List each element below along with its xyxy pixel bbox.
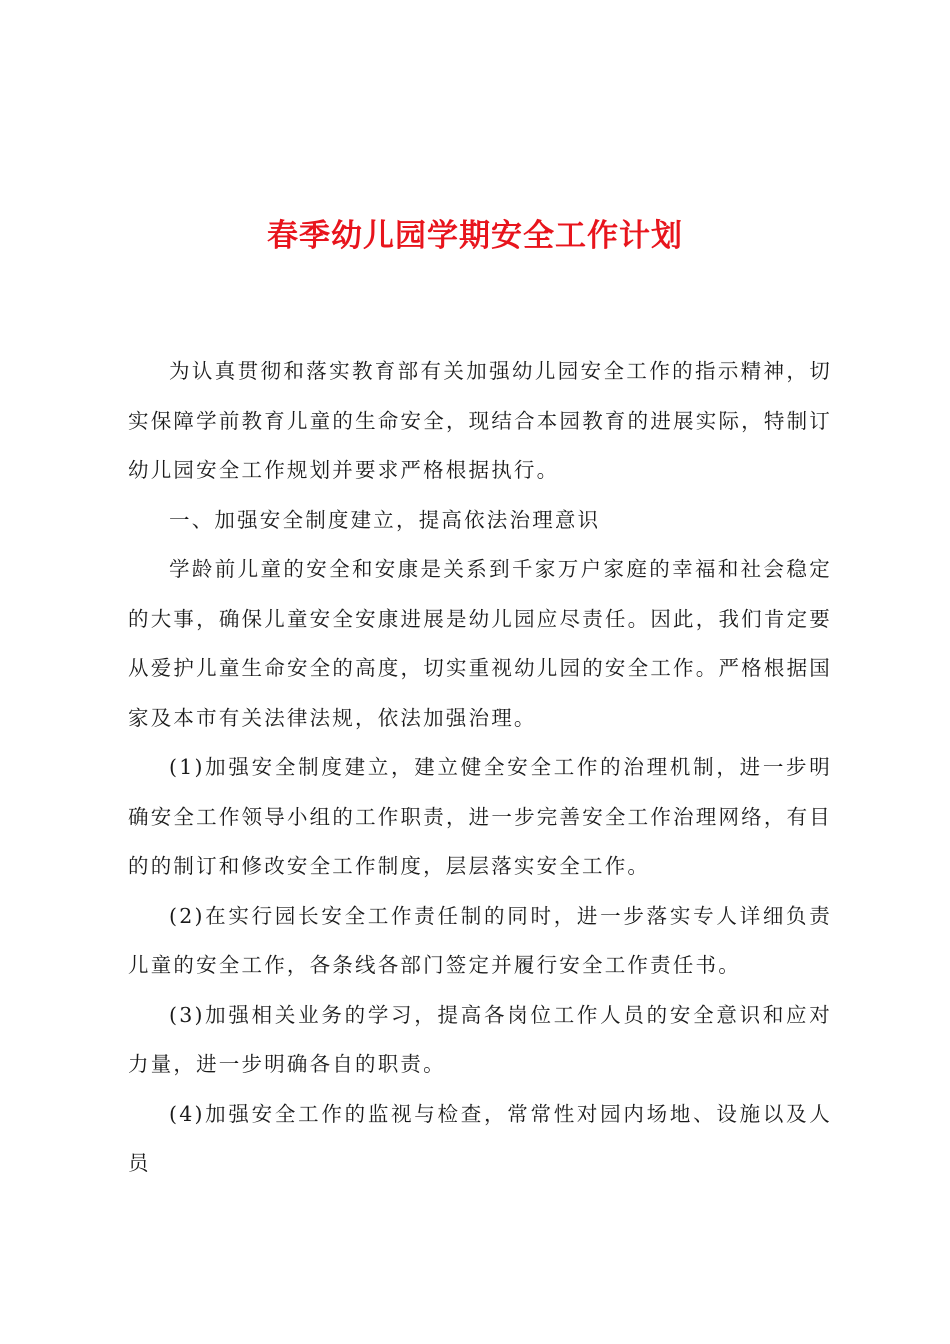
paragraph-intro: 为认真贯彻和落实教育部有关加强幼儿园安全工作的指示精神，切实保障学前教育儿童的生命安全，现结合本园教育的进展实际，特制订幼儿园安全工作规划并要求严格根据执行。 (128, 359, 832, 482)
document-body (128, 347, 832, 1189)
list-item: (2)在实行园长安全工作责任制的同时，进一步落实专人详细负责儿童的安全工作，各条线各部门签定并履行安全工作责任书。 (128, 903, 832, 977)
list-item: (3)加强相关业务的学习，提高各岗位工作人员的安全意识和应对力量，进一步明确各自的职责。 (128, 1002, 832, 1076)
list-item: (4)加强安全工作的监视与检查，常常性对园内场地、设施以及人员 (128, 1101, 832, 1175)
paragraph: 学龄前儿童的安全和安康是关系到千家万户家庭的幸福和社会稳定的大事，确保儿童安全安康进展是幼儿园应尽责任。因此，我们肯定要从爱护儿童生命安全的高度，切实重视幼儿园的安全工作。严格根据国家及本市有关法律法规，依法加强治理。 (128, 557, 832, 730)
document-title: 春季幼儿园学期安全工作计划 (267, 218, 683, 254)
section-heading: 一、加强安全制度建立，提高依法治理意识 (169, 507, 601, 532)
list-item: (1)加强安全制度建立，建立健全安全工作的治理机制，进一步明确安全工作领导小组的工作职责，进一步完善安全工作治理网络，有目的的制订和修改安全工作制度，层层落实安全工作。 (128, 755, 832, 878)
